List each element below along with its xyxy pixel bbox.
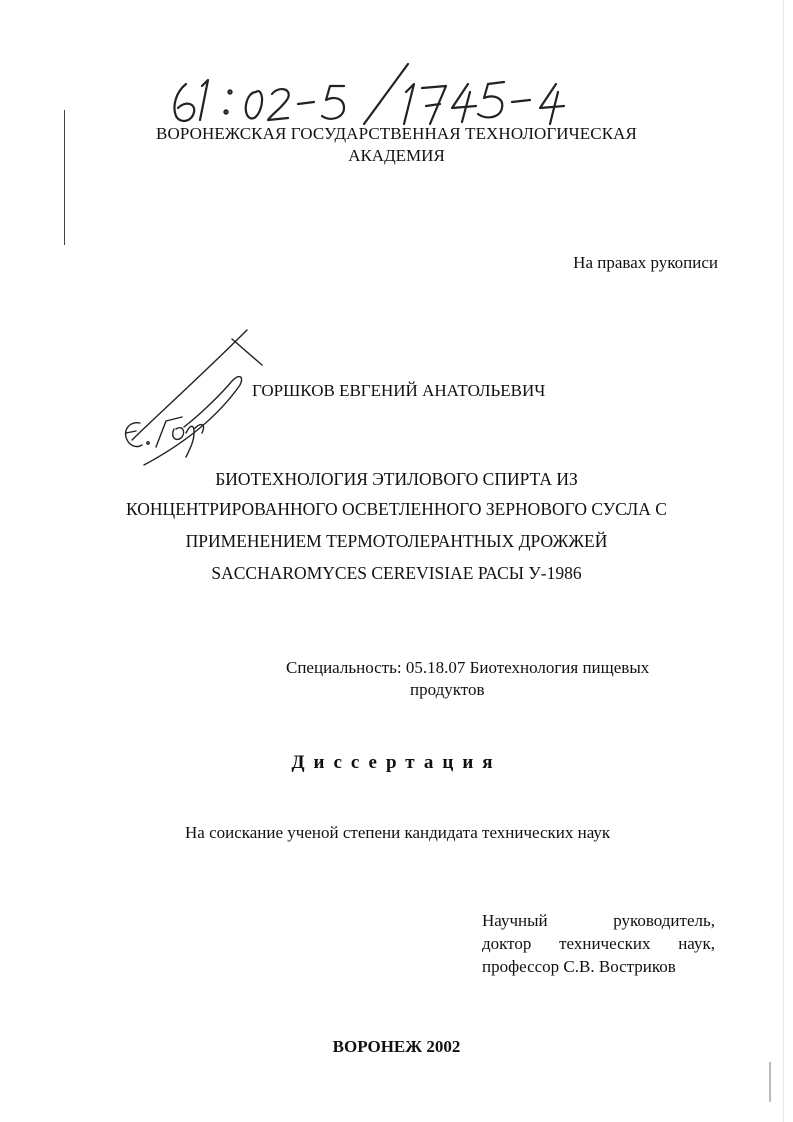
supervisor-name: профессор С.В. Востриков [482,957,676,976]
scan-artifact-mark [769,1062,771,1102]
dissertation-title-line4: SACCHAROMYCES CEREVISIAE РАСЫ У-1986 [211,563,582,583]
dissertation-title-line1: БИОТЕХНОЛОГИЯ ЭТИЛОВОГО СПИРТА ИЗ [215,469,578,489]
handwritten-catalogue-code [168,62,588,132]
manuscript-rights-note: На правах рукописи [573,253,718,272]
author-name: ГОРШКОВ ЕВГЕНИЙ АНАТОЛЬЕВИЧ [252,381,546,400]
supervisor-role: Научный руководитель, [482,911,715,930]
institution-name-line2: АКАДЕМИЯ [348,146,445,165]
scan-edge-mark-right [783,0,784,1122]
degree-purpose: На соискание ученой степени кандидата технических наук [185,823,611,842]
dissertation-title-line3: ПРИМЕНЕНИЕМ ТЕРМОТОЛЕРАНТНЫХ ДРОЖЖЕЙ [185,531,608,551]
specialty-line1: Специальность: 05.18.07 Биотехнология пищевых [286,658,650,677]
supervisor-block [482,909,715,978]
author-signature [112,325,272,475]
document-type-heading: Диссертация [291,752,502,773]
specialty-line2: продуктов [410,680,485,699]
institution-name-line1: ВОРОНЕЖСКАЯ ГОСУДАРСТВЕННАЯ ТЕХНОЛОГИЧЕСКАЯ [156,124,637,143]
city-year: ВОРОНЕЖ 2002 [332,1037,461,1056]
supervisor-degree: доктор технических наук, [482,934,715,953]
dissertation-title-line2: КОНЦЕНТРИРОВАННОГО ОСВЕТЛЕННОГО ЗЕРНОВОГО СУСЛА С [126,499,667,519]
